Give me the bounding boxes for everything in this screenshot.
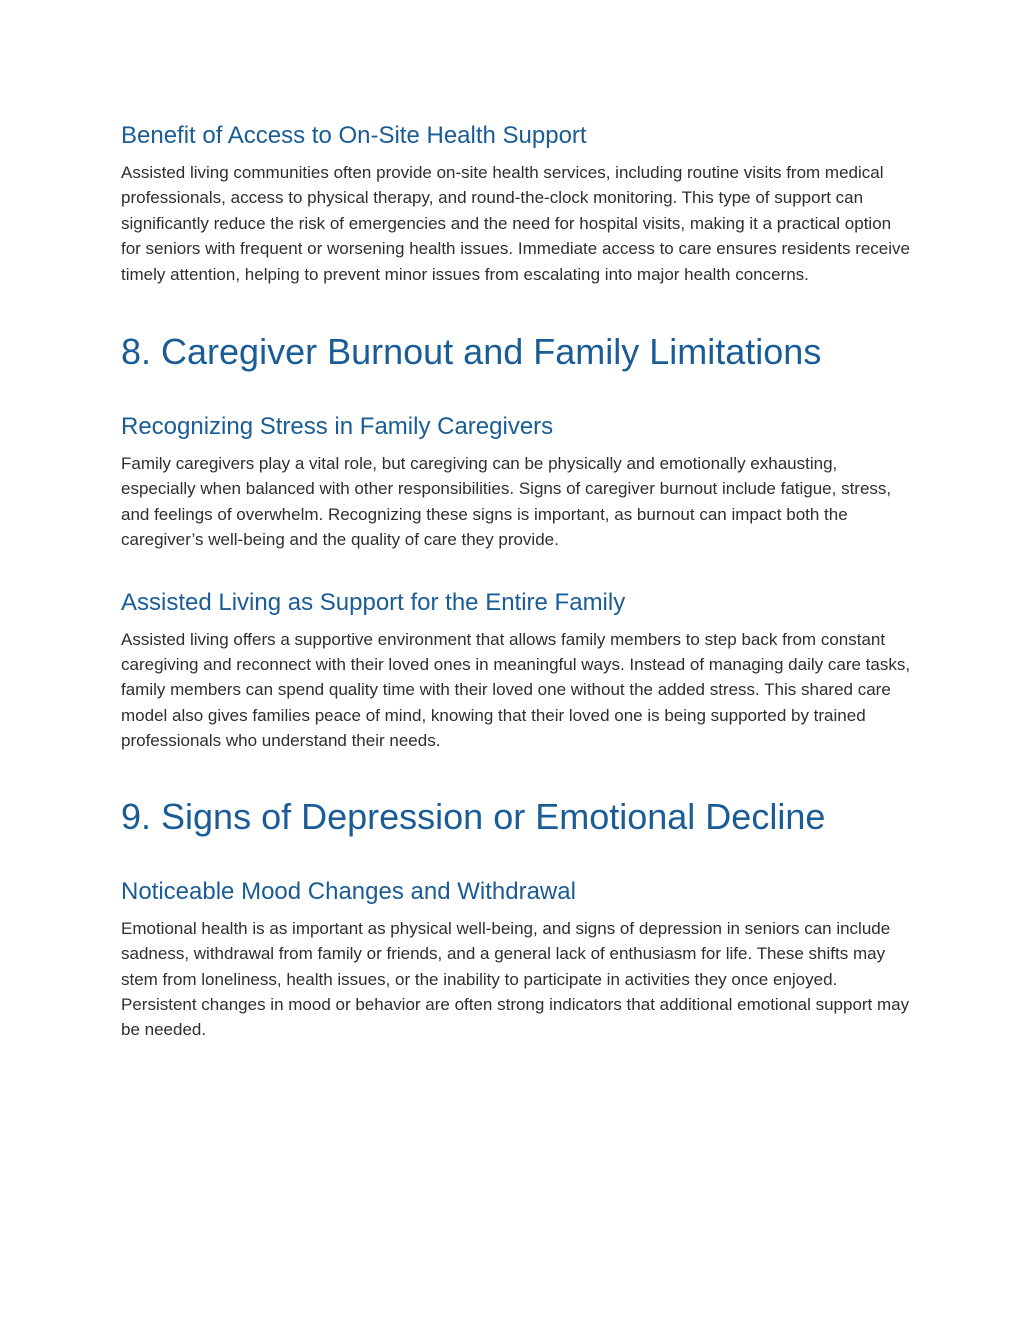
paragraph-support-entire-family: Assisted living offers a supportive environment that allows family members to step back from constant caregiving and reconnect with their loved ones in meaningful ways. Instead of managing daily care tasks, family members can spend quality time with their loved one without the added stress. This shared care model also gives families peace of mind, knowing that their loved one is being supported by trained professionals who understand their needs. — [121, 629, 911, 751]
paragraph-mood-changes-withdrawal: Emotional health is as important as physical well-being, and signs of depression in seniors can include sadness, withdrawal from family or friends, and a general lack of enthusiasm for life. These shifts may stem from loneliness, health issues, or the inability to participate in activities they once enjoyed. Persistent changes in mood or behavior are often strong indicators that additional emotional support may be needed. — [121, 918, 910, 1040]
section-title-depression-decline: 9. Signs of Depression or Emotional Decline — [121, 795, 826, 837]
paragraph-onsite-health-support: Assisted living communities often provide on-site health services, including routine visits from medical professionals, access to physical therapy, and round-the-clock monitoring. This type of support can significantly reduce the risk of emergencies and the need for hospital visits, making it a practical option for seniors with frequent or worsening health issues. Immediate access to care ensures residents receive timely attention, helping to prevent minor issues from escalating into major health concerns. — [121, 163, 910, 284]
subheading-stress-in-caregivers: Recognizing Stress in Family Caregivers — [121, 413, 554, 441]
subheading-support-entire-family: Assisted Living as Support for the Entire Family — [121, 588, 626, 616]
subheading-mood-changes-withdrawal: Noticeable Mood Changes and Withdrawal — [121, 877, 576, 905]
section-title-caregiver-burnout: 8. Caregiver Burnout and Family Limitations — [121, 331, 822, 373]
subheading-onsite-health-support: Benefit of Access to On-Site Health Support — [121, 122, 587, 149]
paragraph-stress-in-caregivers: Family caregivers play a vital role, but caregiving can be physically and emotionally exhausting, especially when balanced with other responsibilities. Signs of caregiver burnout include fatigue, stress, and feelings of overwhelm. Recognizing these signs is important, as burnout can impact both the caregiver’s well-being and the quality of care they provide. — [121, 454, 892, 550]
